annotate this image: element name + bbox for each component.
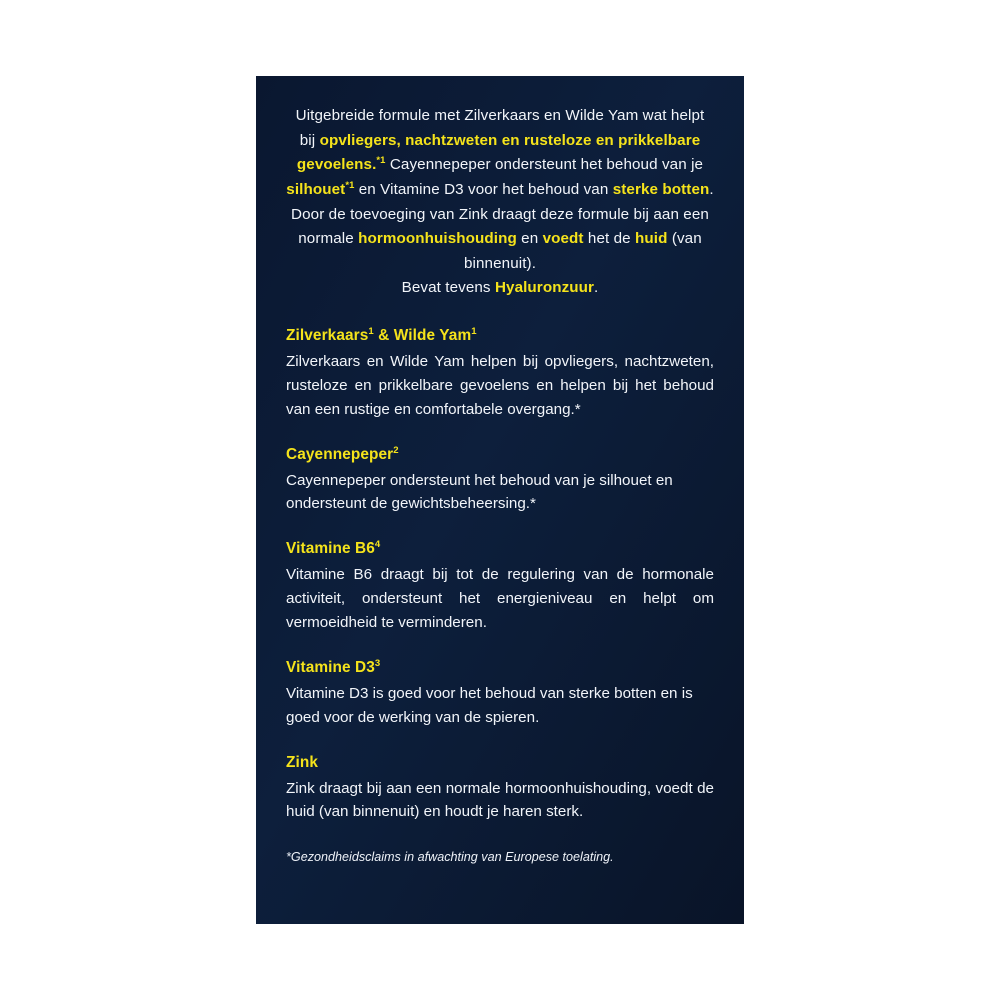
- intro-text-7: (van binnenuit).: [463, 230, 702, 272]
- section-body: Zink draagt bij aan een normale hormoonhuishouding, voedt de huid (van binnenuit) en houdt je haren sterk.: [286, 779, 714, 821]
- section-heading-sup: 2: [393, 444, 399, 456]
- section-heading: [286, 446, 714, 464]
- section-heading: [286, 540, 714, 558]
- section-heading-rest: & Wilde Yam: [373, 327, 472, 344]
- intro-text-4: . Door de toevoeging van Zink draagt deze formule bij aan een normale: [291, 180, 714, 248]
- intro-text-2: Cayennepeper ondersteunt het behoud van je: [385, 156, 704, 174]
- footnote-text: *Gezondheidsclaims in afwachting van Europese toelating.: [286, 850, 614, 865]
- section-heading-text: Vitamine D3: [286, 658, 375, 676]
- intro-text-5: en: [516, 230, 543, 248]
- section-body: Zilverkaars en Wilde Yam helpen bij opvliegers, nachtzweten, rusteloze en prikkelbare gevoelens en helpen bij het behoud van een rustige en comfortabele overgang.*: [286, 353, 714, 418]
- section-heading: [286, 327, 714, 345]
- intro-highlight-1-sup: *1: [376, 154, 386, 166]
- section-heading-sup: 3: [374, 657, 381, 669]
- section-heading-sup2: 1: [471, 325, 477, 337]
- section-zilverkaars: [286, 327, 714, 422]
- intro-text-9: .: [594, 279, 599, 297]
- intro-highlight-5: voedt: [542, 230, 584, 248]
- intro-text-3: en Vitamine D3 voor het behoud van: [354, 180, 613, 198]
- section-heading: [286, 754, 714, 772]
- intro-highlight-3: sterke botten: [612, 180, 710, 198]
- section-heading-sup: 4: [374, 539, 381, 551]
- section-zink: [286, 754, 714, 825]
- section-vitamine-b6: [286, 540, 714, 635]
- section-heading-text: Vitamine B6: [286, 540, 375, 558]
- intro-highlight-6: huid: [635, 230, 668, 248]
- section-body: Cayennepeper ondersteunt het behoud van je silhouet en ondersteunt de gewichtsbeheersing.*: [286, 471, 673, 513]
- intro-highlight-1: opvliegers, nachtzweten en rusteloze en prikkelbare gevoelens.: [296, 131, 701, 174]
- section-heading-text: Cayennepeper: [286, 445, 394, 463]
- intro-paragraph: [286, 104, 714, 301]
- section-cayennepeper: [286, 446, 714, 517]
- section-heading: [286, 659, 714, 677]
- intro-highlight-4: hormoonhuishouding: [358, 230, 517, 248]
- section-body: Vitamine B6 draagt bij tot de regulering van de hormonale activiteit, ondersteunt het energieniveau en helpt om vermoeidheid te verminderen.: [286, 566, 714, 632]
- product-info-panel: [256, 76, 744, 924]
- intro-highlight-2: silhouet: [286, 180, 346, 198]
- intro-highlight-2-sup: *1: [345, 178, 355, 190]
- intro-highlight-7: Hyaluronzuur: [494, 279, 595, 297]
- section-heading-sup: 1: [368, 325, 374, 337]
- intro-text-8: Bevat tevens: [401, 279, 495, 297]
- intro-text-1: Uitgebreide formule met Zilverkaars en Wilde Yam wat helpt bij: [295, 107, 705, 149]
- section-vitamine-d3: [286, 659, 714, 730]
- section-heading-text: Zink: [286, 753, 319, 771]
- section-body: Vitamine D3 is goed voor het behoud van sterke botten en is goed voor de werking van de spieren.: [286, 684, 693, 726]
- section-heading-text: Zilverkaars: [286, 327, 369, 344]
- intro-text-6: het de: [583, 230, 636, 248]
